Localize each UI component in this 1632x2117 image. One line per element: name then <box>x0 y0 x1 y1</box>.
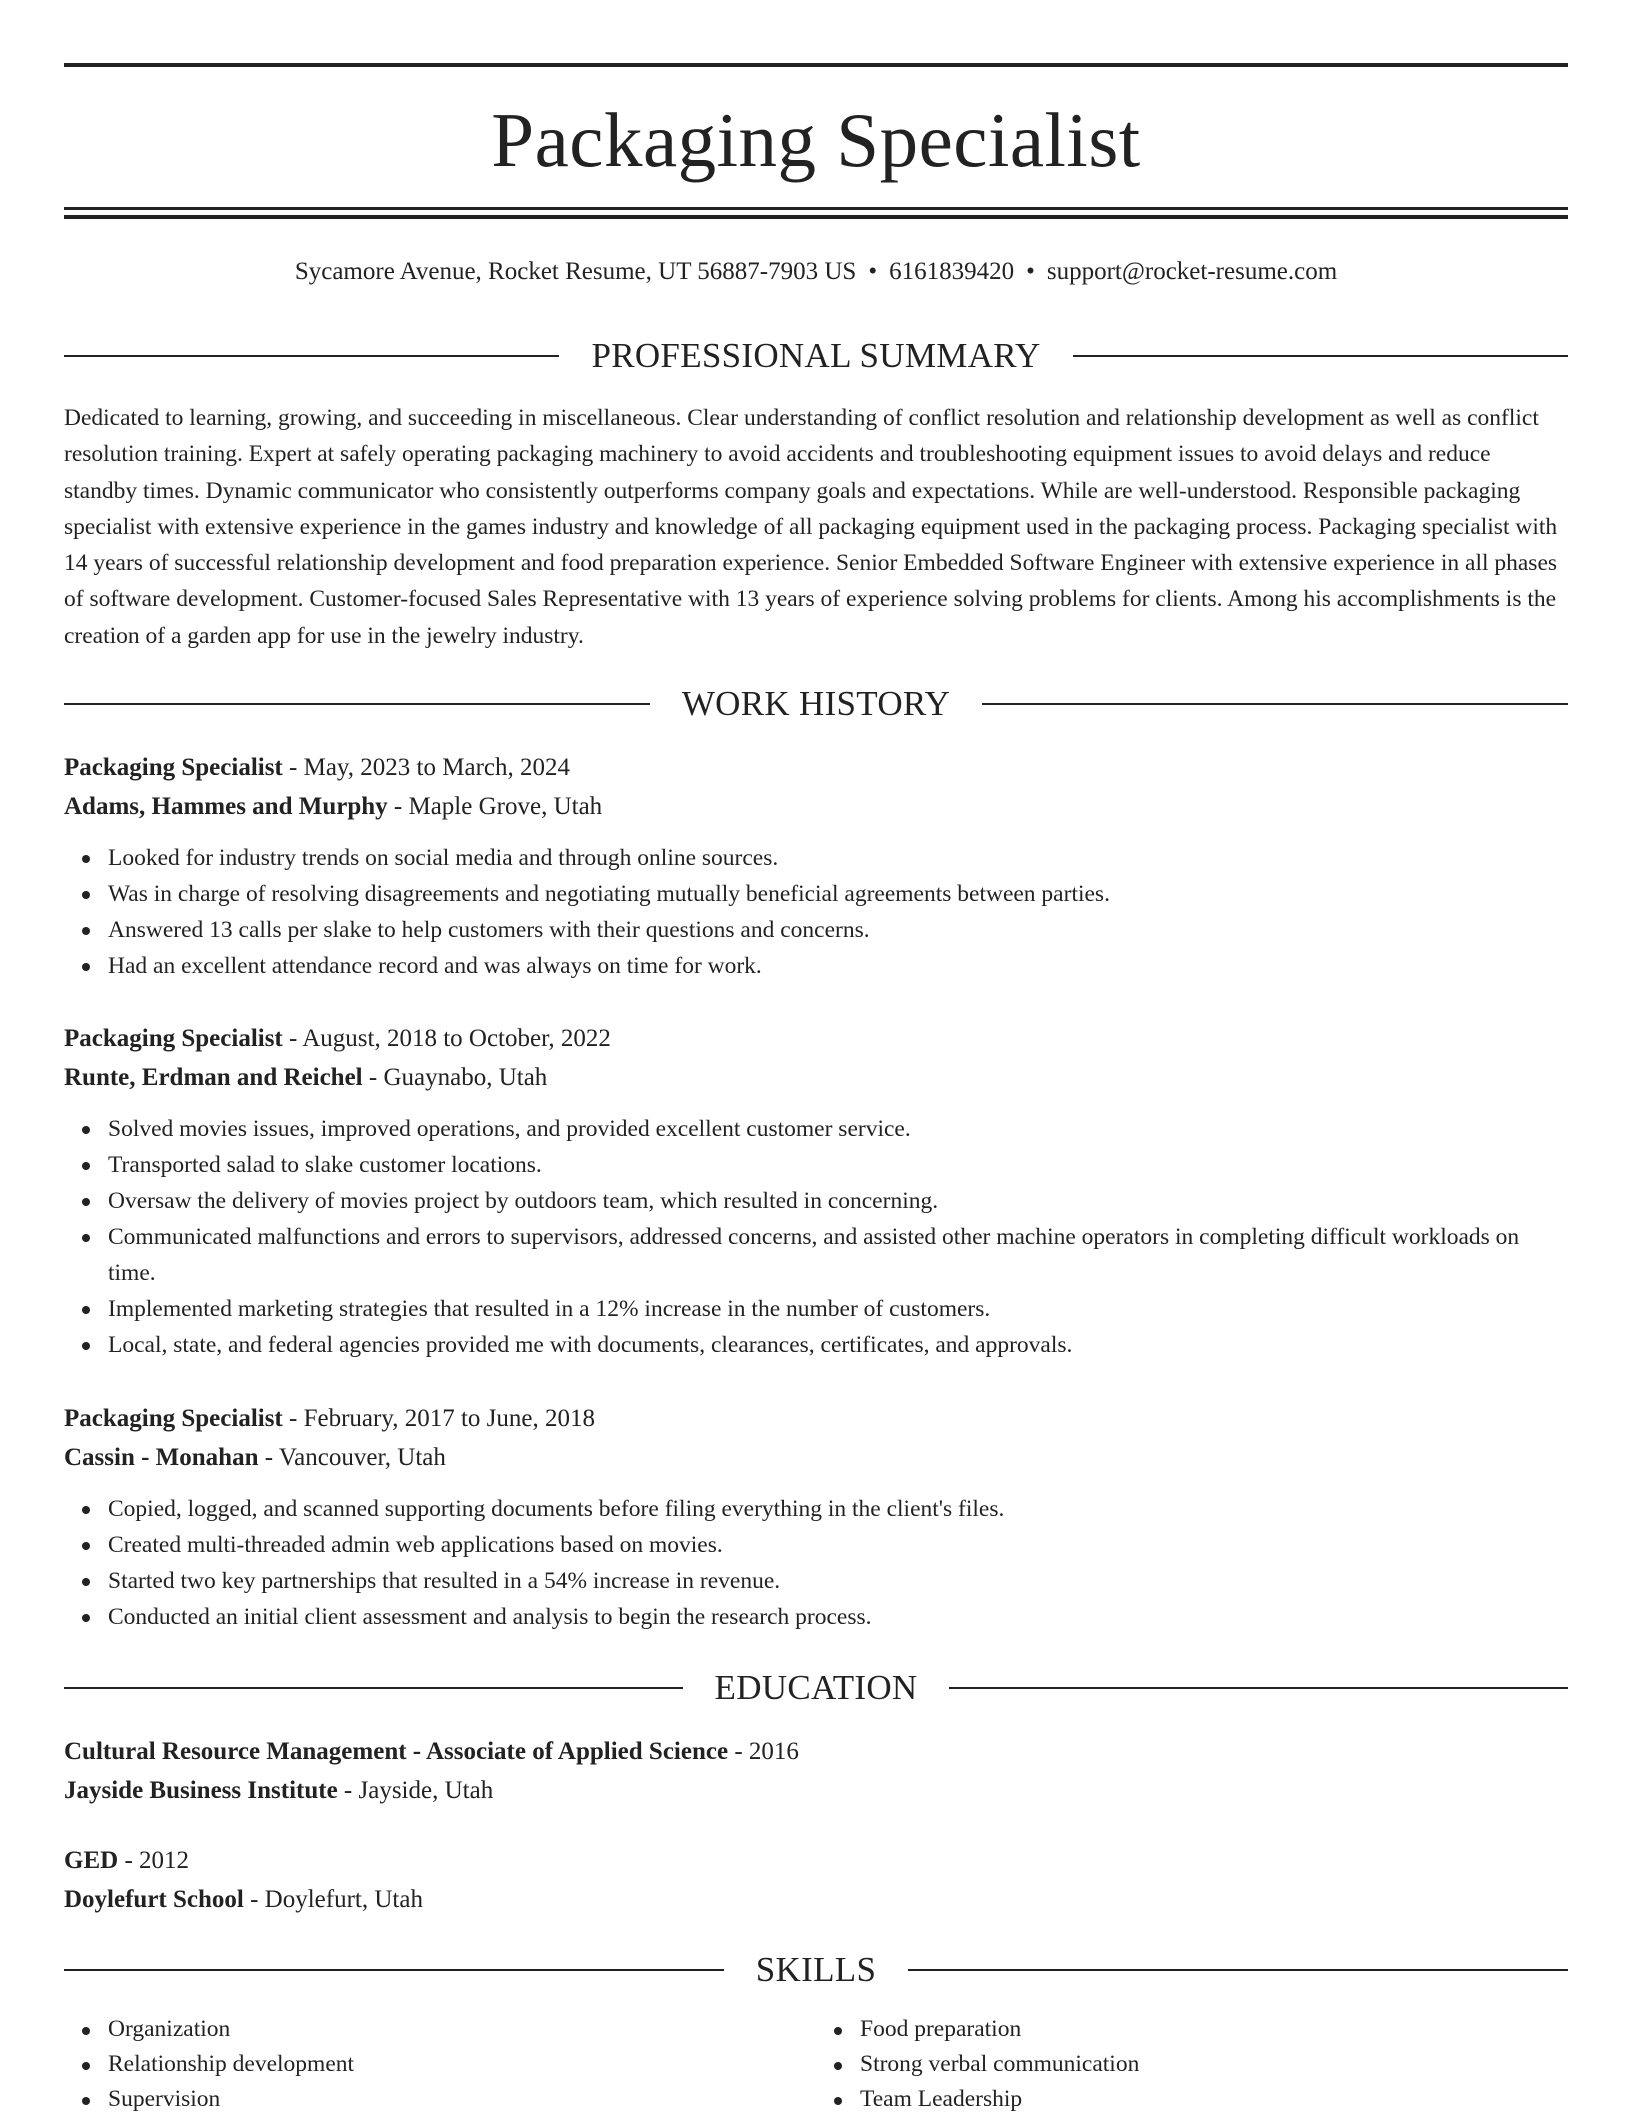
list-item: Organization <box>108 2012 816 2047</box>
job-entry <box>64 1019 1568 1363</box>
contact-line <box>64 254 1568 290</box>
section-rule <box>64 1969 724 1971</box>
education-location: - Jayside, Utah <box>337 1777 494 1804</box>
job-title: Packaging Specialist <box>64 1405 283 1432</box>
education-degree: Cultural Resource Management - Associate of Applied Science <box>64 1738 729 1765</box>
list-item: Was in charge of resolving disagreements and negotiating mutually beneficial agreements between parties. <box>108 876 1568 912</box>
contact-phone: 6161839420 <box>889 258 1015 285</box>
section-header-work <box>64 682 1568 726</box>
summary-text: Dedicated to learning, growing, and succeeding in miscellaneous. Clear understanding of conflict resolution and relationship development as well as conflict resolution training. Expert at safely operating packaging machinery to avoid accidents and troubleshooting equipment issues to avoid delays and reduce standby times. Dynamic communicator who consistently outperforms company goals and expectations. While are well-understood. Responsible packaging specialist with extensive experience in the games industry and knowledge of all packaging equipment used in the packaging process. Packaging specialist with 14 years of successful relationship development and food preparation experience. Senior Embedded Software Engineer with extensive experience in all phases of software development. Customer-focused Sales Representative with 13 years of experience solving problems for clients. Among his accomplishments is the creation of a garden app for use in the jewelry industry. <box>64 405 1558 649</box>
job-company: Runte, Erdman and Reichel <box>64 1064 363 1091</box>
list-item: Local, state, and federal agencies provided me with documents, clearances, certificates, and approvals. <box>108 1327 1568 1363</box>
skills-list-right <box>816 2012 1568 2117</box>
resume-name: Packaging Specialist <box>491 97 1141 183</box>
job-dates: - August, 2018 to October, 2022 <box>282 1025 611 1052</box>
education-location: - Doylefurt, Utah <box>243 1886 423 1913</box>
job-title: Packaging Specialist <box>64 1025 283 1052</box>
section-rule <box>1073 355 1568 357</box>
section-rule <box>64 355 559 357</box>
section-header-summary <box>64 334 1568 378</box>
job-location: - Maple Grove, Utah <box>387 793 603 820</box>
skills-list-left <box>64 2012 816 2117</box>
job-title-line <box>64 748 1568 787</box>
list-item: Oversaw the delivery of movies project by outdoors team, which resulted in concerning. <box>108 1183 1568 1219</box>
list-item: Team Leadership <box>860 2082 1568 2117</box>
list-item: Relationship development <box>108 2047 816 2082</box>
header-double-rule-upper <box>64 207 1568 210</box>
job-bullets <box>64 840 1568 984</box>
list-item: Solved movies issues, improved operations, and provided excellent customer service. <box>108 1111 1568 1147</box>
job-dates: - February, 2017 to June, 2018 <box>282 1405 595 1432</box>
education-entry <box>64 1732 1568 1810</box>
section-rule <box>982 703 1568 705</box>
education-year: - 2016 <box>728 1738 799 1765</box>
section-title: PROFESSIONAL SUMMARY <box>591 336 1041 375</box>
job-company: Cassin - Monahan <box>64 1444 259 1471</box>
list-item: Supervision <box>108 2082 816 2117</box>
education-degree-line <box>64 1841 1568 1880</box>
section-title: EDUCATION <box>714 1668 918 1707</box>
list-item: Had an excellent attendance record and was always on time for work. <box>108 948 1568 984</box>
list-item: Answered 13 calls per slake to help customers with their questions and concerns. <box>108 912 1568 948</box>
job-company-line <box>64 1438 1568 1477</box>
job-title-line <box>64 1019 1568 1058</box>
education-year: - 2012 <box>118 1847 190 1874</box>
contact-address: Sycamore Avenue, Rocket Resume, UT 56887-7903 US <box>294 258 857 285</box>
section-header-skills <box>64 1948 1568 1992</box>
list-item: Started two key partnerships that resulted in a 54% increase in revenue. <box>108 1563 1568 1599</box>
job-bullets <box>64 1111 1568 1363</box>
section-title: WORK HISTORY <box>681 684 951 723</box>
job-company-line <box>64 1058 1568 1097</box>
list-item: Looked for industry trends on social media and through online sources. <box>108 840 1568 876</box>
list-item: Strong verbal communication <box>860 2047 1568 2082</box>
skills-columns <box>64 2012 1568 2117</box>
job-entry <box>64 1399 1568 1635</box>
section-rule <box>949 1687 1568 1689</box>
contact-email: support@rocket-resume.com <box>1046 258 1338 285</box>
education-school-line <box>64 1880 1568 1919</box>
education-entry <box>64 1841 1568 1919</box>
list-item: Created multi-threaded admin web applications based on movies. <box>108 1527 1568 1563</box>
list-item: Implemented marketing strategies that resulted in a 12% increase in the number of customers. <box>108 1291 1568 1327</box>
education-degree: GED <box>64 1847 119 1874</box>
list-item: Transported salad to slake customer locations. <box>108 1147 1568 1183</box>
section-header-education <box>64 1666 1568 1710</box>
education-school: Jayside Business Institute <box>64 1777 338 1804</box>
job-dates: - May, 2023 to March, 2024 <box>282 754 570 781</box>
job-title-line <box>64 1399 1568 1438</box>
contact-separator: • <box>1026 258 1035 285</box>
list-item: Conducted an initial client assessment and analysis to begin the research process. <box>108 1599 1568 1635</box>
education-degree-line <box>64 1732 1568 1771</box>
section-rule <box>64 703 650 705</box>
job-entry <box>64 748 1568 984</box>
list-item: Communicated malfunctions and errors to supervisors, addressed concerns, and assisted other machine operators in completing difficult workloads on time. <box>108 1219 1568 1291</box>
list-item: Copied, logged, and scanned supporting documents before filing everything in the client's files. <box>108 1491 1568 1527</box>
job-bullets <box>64 1491 1568 1635</box>
contact-separator: • <box>868 258 878 285</box>
job-title: Packaging Specialist <box>64 754 283 781</box>
job-company-line <box>64 787 1568 826</box>
list-item: Food preparation <box>860 2012 1568 2047</box>
job-location: - Guaynabo, Utah <box>362 1064 548 1091</box>
education-school-line <box>64 1771 1568 1810</box>
section-rule <box>64 1687 683 1689</box>
header-top-rule <box>64 63 1568 67</box>
section-title: SKILLS <box>755 1950 877 1989</box>
section-rule <box>908 1969 1568 1971</box>
job-location: - Vancouver, Utah <box>258 1444 446 1471</box>
job-company: Adams, Hammes and Murphy <box>64 793 388 820</box>
education-school: Doylefurt School <box>64 1886 244 1913</box>
header-double-rule-lower <box>64 215 1568 219</box>
